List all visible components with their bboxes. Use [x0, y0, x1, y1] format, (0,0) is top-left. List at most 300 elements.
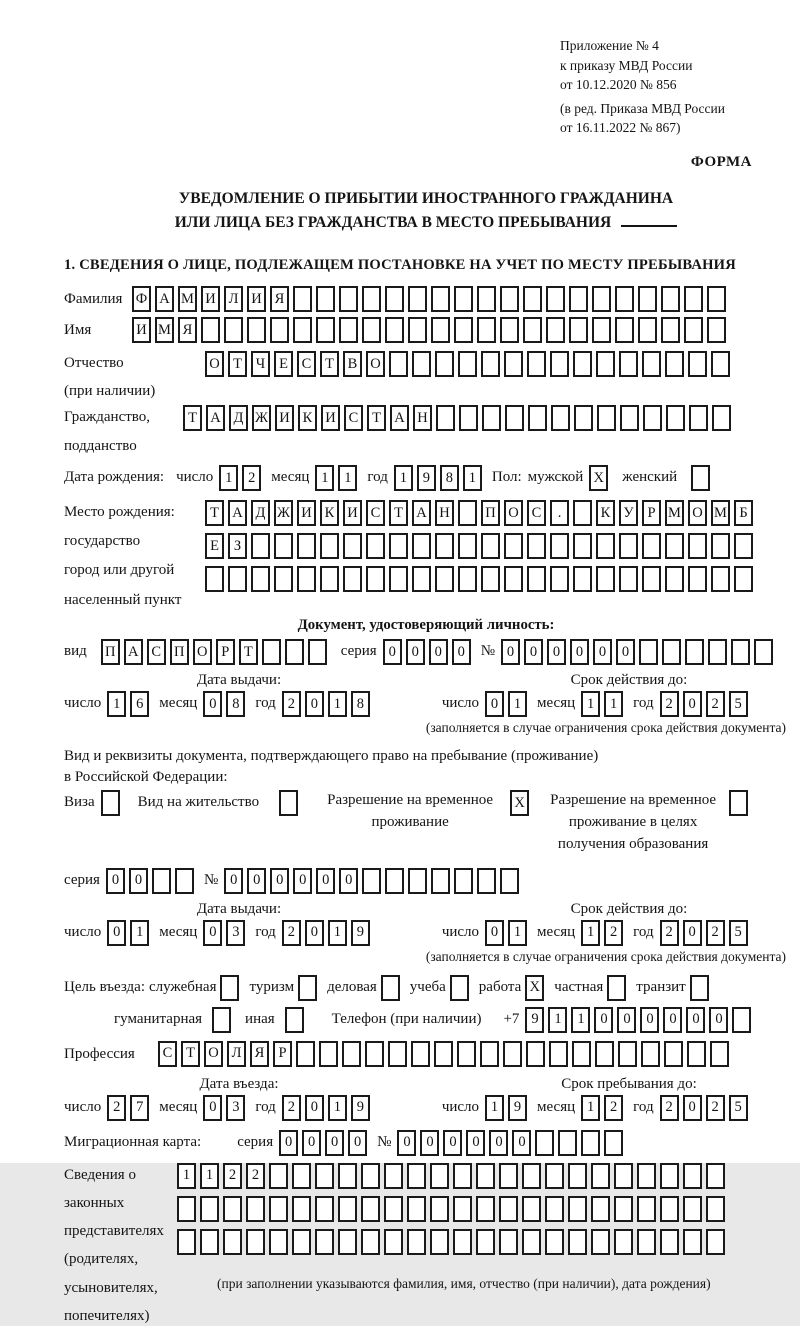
form-cell[interactable]	[689, 405, 708, 431]
form-cell[interactable]: 0	[683, 1095, 702, 1121]
female-checkbox[interactable]	[691, 465, 710, 491]
form-cell[interactable]	[662, 639, 681, 665]
form-cell[interactable]: 1	[328, 920, 347, 946]
form-cell[interactable]: 0	[485, 920, 504, 946]
form-cell[interactable]	[754, 639, 773, 665]
form-cell[interactable]: Ф	[132, 286, 151, 312]
form-cell[interactable]	[683, 1163, 702, 1189]
form-cell[interactable]: 1	[107, 691, 126, 717]
form-cell[interactable]	[615, 317, 634, 343]
form-cell[interactable]: С	[344, 405, 363, 431]
form-cell[interactable]	[338, 1163, 357, 1189]
form-cell[interactable]	[361, 1163, 380, 1189]
form-cell[interactable]	[545, 1163, 564, 1189]
form-cell[interactable]: А	[228, 500, 247, 526]
form-cell[interactable]: И	[247, 286, 266, 312]
form-cell[interactable]: 2	[706, 1095, 725, 1121]
form-cell[interactable]: 0	[406, 639, 425, 665]
form-cell[interactable]	[292, 1196, 311, 1222]
form-cell[interactable]	[458, 533, 477, 559]
temp-permit-edu-checkbox[interactable]	[729, 790, 748, 816]
form-cell[interactable]	[597, 405, 616, 431]
form-cell[interactable]	[251, 533, 270, 559]
form-cell[interactable]	[706, 1163, 725, 1189]
form-cell[interactable]	[707, 286, 726, 312]
form-cell[interactable]: 0	[224, 868, 243, 894]
form-cell[interactable]: Л	[224, 286, 243, 312]
form-cell[interactable]	[664, 1041, 683, 1067]
form-cell[interactable]	[224, 317, 243, 343]
form-cell[interactable]	[246, 1196, 265, 1222]
form-cell[interactable]	[408, 317, 427, 343]
form-cell[interactable]	[527, 533, 546, 559]
form-cell[interactable]: 0	[129, 868, 148, 894]
form-cell[interactable]	[296, 1041, 315, 1067]
form-cell[interactable]	[293, 286, 312, 312]
form-cell[interactable]	[734, 533, 753, 559]
form-cell[interactable]	[527, 566, 546, 592]
form-cell[interactable]	[637, 1163, 656, 1189]
form-cell[interactable]	[706, 1196, 725, 1222]
form-cell[interactable]	[362, 868, 381, 894]
form-cell[interactable]	[523, 317, 542, 343]
form-cell[interactable]: .	[550, 500, 569, 526]
form-cell[interactable]	[361, 1229, 380, 1255]
form-cell[interactable]: 0	[501, 639, 520, 665]
form-cell[interactable]	[684, 317, 703, 343]
form-cell[interactable]: 1	[581, 1095, 600, 1121]
form-cell[interactable]: 9	[351, 1095, 370, 1121]
form-cell[interactable]	[558, 1130, 577, 1156]
form-cell[interactable]	[385, 286, 404, 312]
form-cell[interactable]: 1	[548, 1007, 567, 1033]
form-cell[interactable]: И	[201, 286, 220, 312]
purpose-tourism-checkbox[interactable]	[298, 975, 317, 1001]
form-cell[interactable]: 5	[729, 1095, 748, 1121]
form-cell[interactable]: 0	[429, 639, 448, 665]
form-cell[interactable]: 0	[316, 868, 335, 894]
form-cell[interactable]: И	[343, 500, 362, 526]
form-cell[interactable]: 0	[305, 1095, 324, 1121]
form-cell[interactable]	[619, 533, 638, 559]
form-cell[interactable]: 3	[226, 920, 245, 946]
form-cell[interactable]	[500, 868, 519, 894]
form-cell[interactable]	[734, 566, 753, 592]
purpose-other-checkbox[interactable]	[285, 1007, 304, 1033]
form-cell[interactable]: А	[206, 405, 225, 431]
form-cell[interactable]	[412, 566, 431, 592]
form-cell[interactable]: 1	[394, 465, 413, 491]
form-cell[interactable]	[596, 566, 615, 592]
purpose-official-checkbox[interactable]	[220, 975, 239, 1001]
form-cell[interactable]: С	[158, 1041, 177, 1067]
form-cell[interactable]	[641, 1041, 660, 1067]
form-cell[interactable]	[568, 1196, 587, 1222]
form-cell[interactable]	[666, 405, 685, 431]
form-cell[interactable]	[665, 566, 684, 592]
form-cell[interactable]: Т	[239, 639, 258, 665]
form-cell[interactable]: 1	[581, 691, 600, 717]
form-cell[interactable]: 0	[485, 691, 504, 717]
form-cell[interactable]	[246, 1229, 265, 1255]
form-cell[interactable]: 2	[282, 691, 301, 717]
form-cell[interactable]: 6	[130, 691, 149, 717]
form-cell[interactable]: 0	[247, 868, 266, 894]
form-cell[interactable]	[707, 317, 726, 343]
form-cell[interactable]	[523, 286, 542, 312]
form-cell[interactable]: Т	[367, 405, 386, 431]
form-cell[interactable]: 0	[302, 1130, 321, 1156]
form-cell[interactable]	[504, 351, 523, 377]
form-cell[interactable]	[687, 1041, 706, 1067]
purpose-private-checkbox[interactable]	[607, 975, 626, 1001]
form-cell[interactable]: 0	[348, 1130, 367, 1156]
form-cell[interactable]	[639, 639, 658, 665]
male-checkbox[interactable]: X	[589, 465, 608, 491]
form-cell[interactable]	[503, 1041, 522, 1067]
form-cell[interactable]: О	[204, 1041, 223, 1067]
form-cell[interactable]: 0	[616, 639, 635, 665]
form-cell[interactable]	[431, 317, 450, 343]
form-cell[interactable]: 0	[305, 691, 324, 717]
form-cell[interactable]: 2	[660, 920, 679, 946]
form-cell[interactable]	[481, 533, 500, 559]
form-cell[interactable]	[430, 1196, 449, 1222]
form-cell[interactable]	[434, 1041, 453, 1067]
form-cell[interactable]	[251, 566, 270, 592]
form-cell[interactable]	[152, 868, 171, 894]
form-cell[interactable]	[549, 1041, 568, 1067]
form-cell[interactable]: 2	[660, 1095, 679, 1121]
form-cell[interactable]	[412, 533, 431, 559]
form-cell[interactable]	[319, 1041, 338, 1067]
form-cell[interactable]: 0	[524, 639, 543, 665]
form-cell[interactable]: 0	[466, 1130, 485, 1156]
form-cell[interactable]: 0	[383, 639, 402, 665]
form-cell[interactable]	[660, 1229, 679, 1255]
form-cell[interactable]: 0	[594, 1007, 613, 1033]
form-cell[interactable]: 0	[570, 639, 589, 665]
form-cell[interactable]	[435, 533, 454, 559]
form-cell[interactable]	[688, 566, 707, 592]
form-cell[interactable]	[269, 1163, 288, 1189]
form-cell[interactable]: К	[298, 405, 317, 431]
form-cell[interactable]	[481, 566, 500, 592]
form-cell[interactable]	[339, 317, 358, 343]
form-cell[interactable]: 8	[351, 691, 370, 717]
purpose-work-checkbox[interactable]: X	[525, 975, 544, 1001]
form-cell[interactable]: 8	[440, 465, 459, 491]
form-cell[interactable]	[338, 1229, 357, 1255]
form-cell[interactable]: 0	[683, 920, 702, 946]
form-cell[interactable]: Я	[270, 286, 289, 312]
form-cell[interactable]: 2	[706, 920, 725, 946]
form-cell[interactable]: 9	[525, 1007, 544, 1033]
form-cell[interactable]	[499, 1196, 518, 1222]
form-cell[interactable]	[550, 533, 569, 559]
form-cell[interactable]	[223, 1196, 242, 1222]
form-cell[interactable]	[201, 317, 220, 343]
form-cell[interactable]: Р	[216, 639, 235, 665]
form-cell[interactable]	[573, 351, 592, 377]
form-cell[interactable]	[550, 351, 569, 377]
form-cell[interactable]	[683, 1229, 702, 1255]
form-cell[interactable]	[731, 639, 750, 665]
form-cell[interactable]	[457, 1041, 476, 1067]
form-cell[interactable]	[342, 1041, 361, 1067]
form-cell[interactable]: 2	[706, 691, 725, 717]
purpose-transit-checkbox[interactable]	[690, 975, 709, 1001]
form-cell[interactable]: С	[527, 500, 546, 526]
form-cell[interactable]: О	[205, 351, 224, 377]
form-cell[interactable]: 5	[729, 920, 748, 946]
form-cell[interactable]	[458, 500, 477, 526]
form-cell[interactable]	[316, 317, 335, 343]
form-cell[interactable]: 2	[604, 920, 623, 946]
form-cell[interactable]	[389, 533, 408, 559]
form-cell[interactable]	[454, 286, 473, 312]
form-cell[interactable]	[619, 566, 638, 592]
form-cell[interactable]: П	[101, 639, 120, 665]
form-cell[interactable]	[362, 317, 381, 343]
form-cell[interactable]	[412, 351, 431, 377]
form-cell[interactable]	[431, 286, 450, 312]
form-cell[interactable]: Т	[205, 500, 224, 526]
form-cell[interactable]	[385, 317, 404, 343]
form-cell[interactable]: 0	[279, 1130, 298, 1156]
form-cell[interactable]	[454, 868, 473, 894]
form-cell[interactable]: Е	[274, 351, 293, 377]
form-cell[interactable]: 2	[107, 1095, 126, 1121]
form-cell[interactable]	[431, 868, 450, 894]
form-cell[interactable]: Я	[178, 317, 197, 343]
form-cell[interactable]	[732, 1007, 751, 1033]
form-cell[interactable]: 1	[581, 920, 600, 946]
form-cell[interactable]: Р	[642, 500, 661, 526]
form-cell[interactable]	[200, 1229, 219, 1255]
form-cell[interactable]: М	[155, 317, 174, 343]
form-cell[interactable]	[592, 317, 611, 343]
form-cell[interactable]	[315, 1196, 334, 1222]
form-cell[interactable]	[205, 566, 224, 592]
form-cell[interactable]	[591, 1196, 610, 1222]
form-cell[interactable]	[642, 566, 661, 592]
form-cell[interactable]	[642, 533, 661, 559]
purpose-study-checkbox[interactable]	[450, 975, 469, 1001]
form-cell[interactable]: 5	[729, 691, 748, 717]
form-cell[interactable]: 0	[203, 1095, 222, 1121]
form-cell[interactable]: И	[297, 500, 316, 526]
form-cell[interactable]	[581, 1130, 600, 1156]
form-cell[interactable]: О	[193, 639, 212, 665]
form-cell[interactable]	[458, 351, 477, 377]
form-cell[interactable]: 0	[203, 920, 222, 946]
form-cell[interactable]: 0	[397, 1130, 416, 1156]
form-cell[interactable]	[228, 566, 247, 592]
form-cell[interactable]	[614, 1229, 633, 1255]
form-cell[interactable]: И	[275, 405, 294, 431]
form-cell[interactable]	[247, 317, 266, 343]
form-cell[interactable]: Т	[181, 1041, 200, 1067]
form-cell[interactable]	[343, 566, 362, 592]
form-cell[interactable]	[504, 533, 523, 559]
form-cell[interactable]: 1	[338, 465, 357, 491]
form-cell[interactable]	[500, 317, 519, 343]
form-cell[interactable]	[262, 639, 281, 665]
form-cell[interactable]	[477, 286, 496, 312]
form-cell[interactable]	[528, 405, 547, 431]
form-cell[interactable]	[684, 286, 703, 312]
form-cell[interactable]	[476, 1196, 495, 1222]
form-cell[interactable]: 2	[660, 691, 679, 717]
form-cell[interactable]: 2	[282, 920, 301, 946]
form-cell[interactable]	[661, 317, 680, 343]
form-cell[interactable]: 0	[617, 1007, 636, 1033]
form-cell[interactable]	[638, 286, 657, 312]
form-cell[interactable]: И	[132, 317, 151, 343]
temp-permit-checkbox[interactable]: X	[510, 790, 529, 816]
form-cell[interactable]: 1	[328, 691, 347, 717]
form-cell[interactable]	[550, 566, 569, 592]
form-cell[interactable]	[572, 1041, 591, 1067]
form-cell[interactable]: 0	[709, 1007, 728, 1033]
form-cell[interactable]	[568, 1163, 587, 1189]
form-cell[interactable]	[505, 405, 524, 431]
form-cell[interactable]: 0	[270, 868, 289, 894]
form-cell[interactable]: О	[366, 351, 385, 377]
form-cell[interactable]	[411, 1041, 430, 1067]
form-cell[interactable]	[660, 1196, 679, 1222]
form-cell[interactable]	[389, 566, 408, 592]
form-cell[interactable]	[688, 533, 707, 559]
form-cell[interactable]: П	[481, 500, 500, 526]
form-cell[interactable]	[320, 533, 339, 559]
form-cell[interactable]: 2	[246, 1163, 265, 1189]
form-cell[interactable]	[453, 1163, 472, 1189]
form-cell[interactable]	[458, 566, 477, 592]
form-cell[interactable]	[315, 1229, 334, 1255]
form-cell[interactable]	[384, 1196, 403, 1222]
form-cell[interactable]	[522, 1229, 541, 1255]
form-cell[interactable]: П	[170, 639, 189, 665]
form-cell[interactable]	[339, 286, 358, 312]
form-cell[interactable]: С	[297, 351, 316, 377]
form-cell[interactable]	[596, 533, 615, 559]
form-cell[interactable]: С	[366, 500, 385, 526]
form-cell[interactable]	[500, 286, 519, 312]
form-cell[interactable]	[274, 533, 293, 559]
form-cell[interactable]	[665, 533, 684, 559]
form-cell[interactable]	[269, 1229, 288, 1255]
form-cell[interactable]	[522, 1196, 541, 1222]
form-cell[interactable]: 0	[489, 1130, 508, 1156]
form-cell[interactable]	[604, 1130, 623, 1156]
form-cell[interactable]: 9	[508, 1095, 527, 1121]
form-cell[interactable]	[665, 351, 684, 377]
form-cell[interactable]	[688, 351, 707, 377]
form-cell[interactable]	[638, 317, 657, 343]
form-cell[interactable]: А	[124, 639, 143, 665]
form-cell[interactable]	[200, 1196, 219, 1222]
form-cell[interactable]	[482, 405, 501, 431]
form-cell[interactable]: К	[320, 500, 339, 526]
form-cell[interactable]	[408, 868, 427, 894]
form-cell[interactable]	[596, 351, 615, 377]
form-cell[interactable]	[274, 566, 293, 592]
form-cell[interactable]: 1	[177, 1163, 196, 1189]
form-cell[interactable]	[384, 1163, 403, 1189]
form-cell[interactable]	[408, 286, 427, 312]
form-cell[interactable]: 0	[593, 639, 612, 665]
form-cell[interactable]	[545, 1229, 564, 1255]
form-cell[interactable]: У	[619, 500, 638, 526]
form-cell[interactable]: Ж	[274, 500, 293, 526]
form-cell[interactable]: 2	[223, 1163, 242, 1189]
form-cell[interactable]	[643, 405, 662, 431]
form-cell[interactable]: В	[343, 351, 362, 377]
form-cell[interactable]	[435, 351, 454, 377]
form-cell[interactable]: 8	[226, 691, 245, 717]
form-cell[interactable]	[620, 405, 639, 431]
form-cell[interactable]: Т	[389, 500, 408, 526]
form-cell[interactable]: 0	[663, 1007, 682, 1033]
form-cell[interactable]	[573, 566, 592, 592]
form-cell[interactable]: 1	[219, 465, 238, 491]
residence-permit-checkbox[interactable]	[279, 790, 298, 816]
form-cell[interactable]: М	[665, 500, 684, 526]
form-cell[interactable]: 2	[282, 1095, 301, 1121]
form-cell[interactable]: 0	[686, 1007, 705, 1033]
form-cell[interactable]: 0	[547, 639, 566, 665]
form-cell[interactable]	[614, 1163, 633, 1189]
form-cell[interactable]: 0	[512, 1130, 531, 1156]
form-cell[interactable]	[591, 1229, 610, 1255]
form-cell[interactable]	[545, 1196, 564, 1222]
form-cell[interactable]	[292, 1163, 311, 1189]
form-cell[interactable]: 1	[604, 691, 623, 717]
form-cell[interactable]	[292, 1229, 311, 1255]
form-cell[interactable]	[384, 1229, 403, 1255]
form-cell[interactable]	[706, 1229, 725, 1255]
form-cell[interactable]: Б	[734, 500, 753, 526]
form-cell[interactable]	[615, 286, 634, 312]
form-cell[interactable]	[407, 1196, 426, 1222]
form-cell[interactable]: Д	[251, 500, 270, 526]
form-cell[interactable]: К	[596, 500, 615, 526]
form-cell[interactable]	[711, 351, 730, 377]
form-cell[interactable]: М	[178, 286, 197, 312]
form-cell[interactable]: А	[412, 500, 431, 526]
form-cell[interactable]	[591, 1163, 610, 1189]
form-cell[interactable]: 1	[130, 920, 149, 946]
form-cell[interactable]: Т	[183, 405, 202, 431]
form-cell[interactable]: 1	[508, 691, 527, 717]
form-cell[interactable]	[362, 286, 381, 312]
form-cell[interactable]: 0	[106, 868, 125, 894]
form-cell[interactable]	[269, 1196, 288, 1222]
form-cell[interactable]	[535, 1130, 554, 1156]
purpose-humanitarian-checkbox[interactable]	[212, 1007, 231, 1033]
form-cell[interactable]: О	[688, 500, 707, 526]
form-cell[interactable]: 0	[420, 1130, 439, 1156]
form-cell[interactable]: Т	[320, 351, 339, 377]
form-cell[interactable]	[407, 1229, 426, 1255]
form-cell[interactable]	[175, 868, 194, 894]
form-cell[interactable]	[293, 317, 312, 343]
form-cell[interactable]: Ж	[252, 405, 271, 431]
form-cell[interactable]	[527, 351, 546, 377]
form-cell[interactable]	[343, 533, 362, 559]
